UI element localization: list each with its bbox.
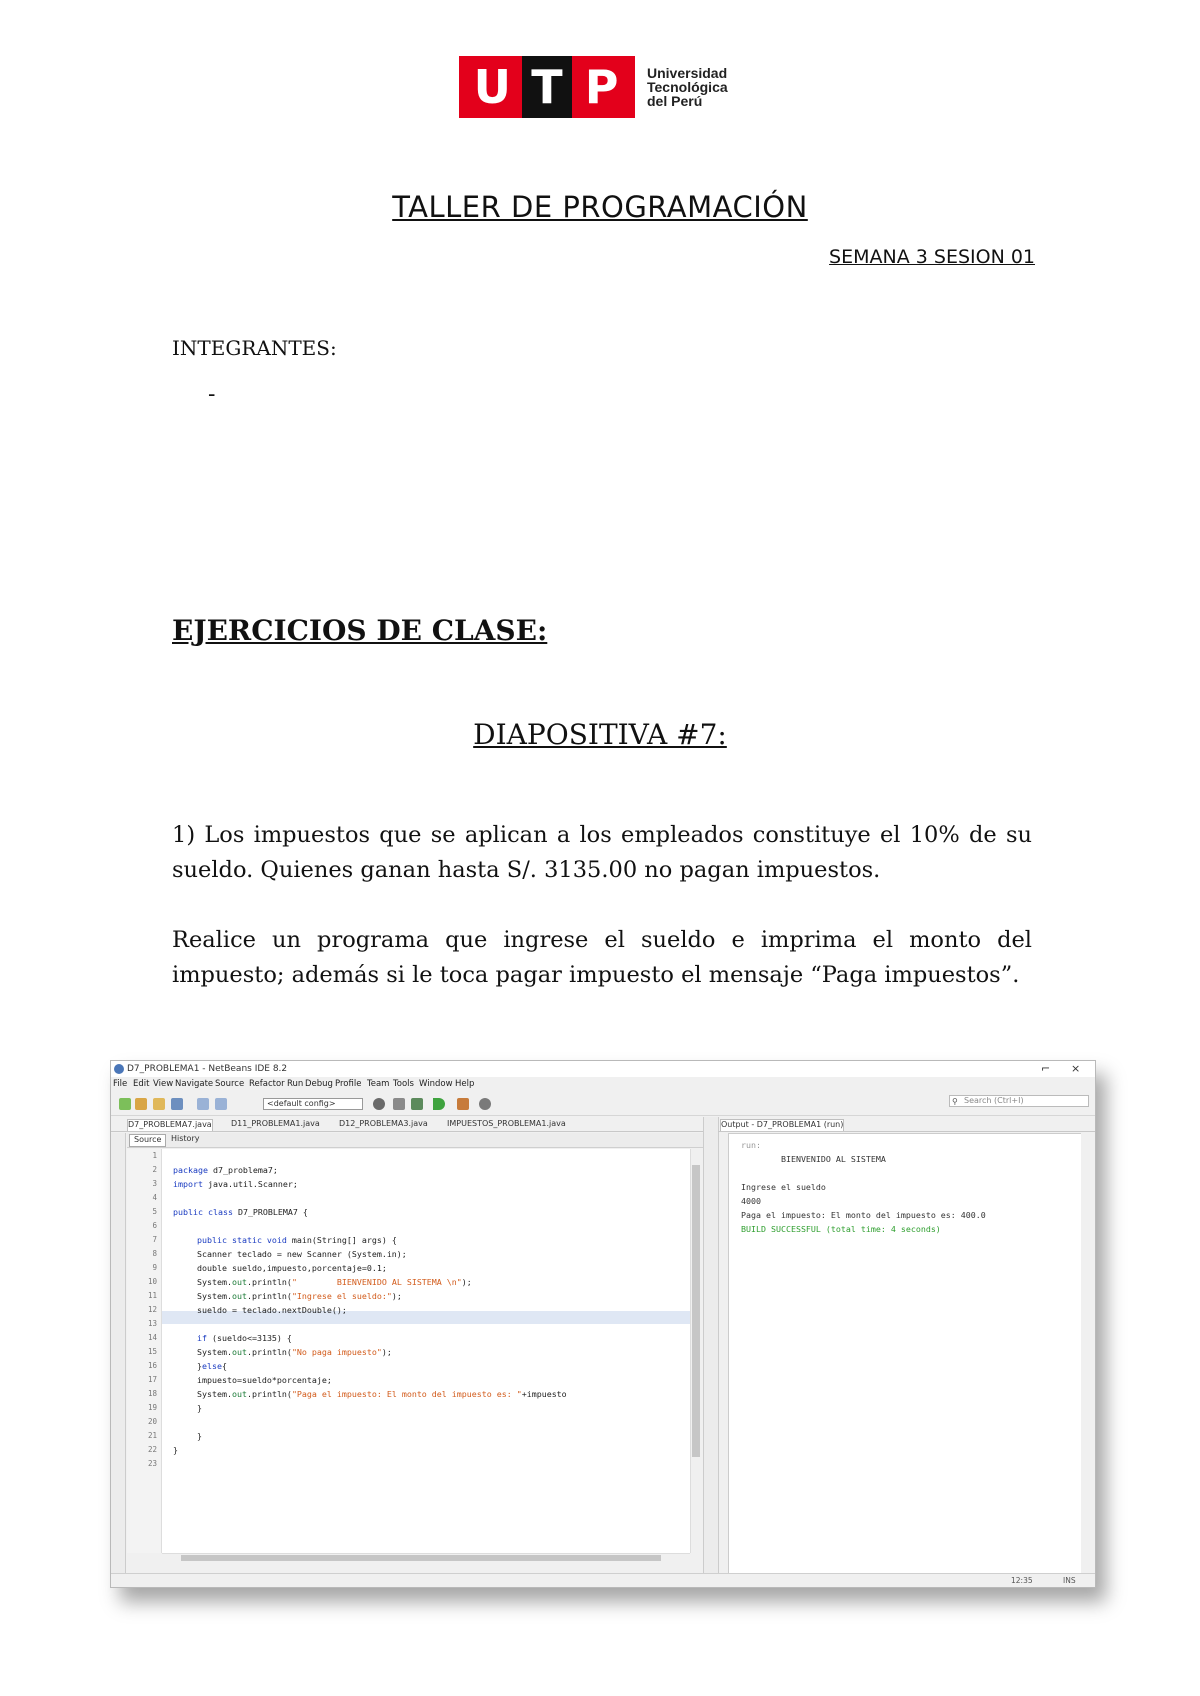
save-all-icon[interactable]: [171, 1098, 183, 1110]
code-line-close-class: }: [173, 1445, 178, 1455]
logo-wordmark: [647, 66, 728, 108]
line-number: 11: [147, 1291, 157, 1300]
code-line-import: [173, 1179, 298, 1189]
code-text: .println(: [246, 1389, 292, 1399]
netbeans-icon: [114, 1064, 124, 1074]
line-number: 12: [147, 1305, 157, 1314]
output-vertical-scrollbar[interactable]: [1081, 1133, 1093, 1573]
code-keyword: package: [173, 1165, 208, 1175]
line-number: 7: [152, 1235, 157, 1244]
code-text: System.: [197, 1347, 232, 1357]
open-project-icon[interactable]: [153, 1098, 165, 1110]
code-string: " BIENVENIDO AL SISTEMA \n": [291, 1277, 462, 1287]
line-number: 4: [152, 1193, 157, 1202]
insert-mode: INS: [1063, 1576, 1076, 1585]
logo-letter-p: P: [577, 56, 627, 118]
code-field: out: [231, 1277, 247, 1287]
redo-icon[interactable]: [215, 1098, 227, 1110]
code-text: );: [461, 1277, 472, 1287]
menu-team[interactable]: Team: [367, 1079, 390, 1089]
code-string: "Paga el impuesto: El monto del impuesto es: ": [291, 1389, 522, 1399]
editor-tab-impuestos[interactable]: IMPUESTOS_PROBLEMA1.java: [447, 1119, 566, 1128]
code-line-compute-tax: impuesto=sueldo*porcentaje;: [197, 1375, 332, 1385]
ide-statusbar: [111, 1573, 1095, 1588]
menu-profile[interactable]: Profile: [335, 1079, 362, 1089]
code-keyword: if: [197, 1333, 207, 1343]
code-line-declarations: double sueldo,impuesto,porcentaje=0.1;: [197, 1263, 387, 1273]
code-text: d7_problema7;: [207, 1165, 278, 1175]
output-welcome-line: BIENVENIDO AL SISTEMA: [741, 1154, 886, 1164]
code-text: +impuesto: [521, 1389, 567, 1399]
line-number: 14: [147, 1333, 157, 1342]
code-line-println-tax: [197, 1389, 567, 1399]
logo-letter-u: U: [467, 56, 517, 118]
line-number: 9: [152, 1263, 157, 1272]
undo-icon[interactable]: [197, 1098, 209, 1110]
line-number: 10: [147, 1277, 157, 1286]
code-line-package: [173, 1165, 278, 1175]
search-placeholder: Search (Ctrl+I): [964, 1096, 1024, 1105]
code-text: System.: [197, 1389, 232, 1399]
code-field: out: [231, 1347, 247, 1357]
line-number: 18: [147, 1389, 157, 1398]
menu-window[interactable]: Window: [419, 1079, 453, 1089]
history-view-button[interactable]: History: [171, 1134, 200, 1143]
code-text: System.: [197, 1291, 232, 1301]
line-number: 6: [152, 1221, 157, 1230]
clean-build-icon[interactable]: [411, 1098, 423, 1110]
line-number: 23: [147, 1459, 157, 1468]
code-line-else: [197, 1361, 227, 1371]
line-number: 2: [152, 1165, 157, 1174]
document-title: TALLER DE PROGRAMACIÓN: [392, 190, 808, 224]
code-text: main(String[] args) {: [286, 1235, 397, 1245]
output-prompt-line: Ingrese el sueldo: [741, 1182, 826, 1192]
code-text: D7_PROBLEMA7 {: [232, 1207, 308, 1217]
line-number: 13: [147, 1319, 157, 1328]
code-text: System.: [197, 1277, 232, 1287]
code-text: (sueldo<=3135) {: [207, 1333, 292, 1343]
line-number: 22: [147, 1445, 157, 1454]
slide-heading: DIAPOSITIVA #7:: [473, 718, 727, 751]
members-label: INTEGRANTES:: [172, 336, 337, 360]
editor-tab-d12[interactable]: D12_PROBLEMA3.java: [339, 1119, 428, 1128]
menu-source[interactable]: Source: [215, 1079, 245, 1089]
editor-horizontal-scroll-thumb[interactable]: [181, 1555, 661, 1561]
profile-icon[interactable]: [479, 1098, 491, 1110]
line-number: 1: [152, 1151, 157, 1160]
code-line-if: [197, 1333, 292, 1343]
menu-file[interactable]: File: [113, 1079, 128, 1089]
projects-side-strip[interactable]: [111, 1133, 126, 1573]
editor-vertical-scroll-thumb[interactable]: [692, 1165, 700, 1457]
menu-debug[interactable]: Debug: [305, 1079, 333, 1089]
line-number: 20: [147, 1417, 157, 1426]
output-tabbar: [718, 1117, 1095, 1132]
code-line-close-main: }: [197, 1431, 202, 1441]
logo-name-line2: Tecnológica: [647, 79, 728, 95]
logo-name-line1: Universidad: [647, 65, 728, 81]
logo-name-line3: del Perú: [647, 93, 703, 109]
menu-edit[interactable]: Edit: [133, 1079, 150, 1089]
editor-tab-d7[interactable]: D7_PROBLEMA7.java: [128, 1120, 212, 1129]
line-number: 8: [152, 1249, 157, 1258]
line-number: 16: [147, 1361, 157, 1370]
code-text: {: [221, 1361, 227, 1371]
run-icon[interactable]: [433, 1098, 445, 1110]
code-line-main: [197, 1235, 397, 1245]
line-number: 17: [147, 1375, 157, 1384]
ide-screenshot: [110, 1060, 1096, 1588]
line-number: 21: [147, 1431, 157, 1440]
code-keyword: public static void: [197, 1235, 287, 1245]
section-heading: EJERCICIOS DE CLASE:: [172, 614, 548, 647]
minimize-icon[interactable]: ⌐: [1041, 1062, 1051, 1075]
logo-letter-t: T: [522, 56, 572, 118]
exercise-paragraph-1: 1) Los impuestos que se aplican a los empleados constituye el 10% de su sueldo. Quienes ganan hasta S/. 3135.00 no pagan impuestos.: [172, 822, 1032, 883]
output-tab[interactable]: Output - D7_PROBLEMA1 (run): [721, 1120, 844, 1129]
code-line-scanner: Scanner teclado = new Scanner (System.in);: [197, 1249, 407, 1259]
editor-tabbar: [111, 1117, 711, 1132]
output-run-line: run:: [741, 1140, 761, 1150]
code-line-println-welcome: [197, 1277, 472, 1287]
build-icon[interactable]: [393, 1098, 405, 1110]
logo-mark: [459, 56, 635, 118]
menu-view[interactable]: View: [153, 1079, 174, 1089]
ide-toolbar: [111, 1093, 1095, 1116]
code-line-class: [173, 1207, 308, 1217]
output-build-line: BUILD SUCCESSFUL (total time: 4 seconds): [741, 1224, 941, 1234]
output-input-line: 4000: [741, 1196, 761, 1206]
code-keyword: else: [202, 1361, 222, 1371]
cursor-position: 12:35: [1011, 1576, 1033, 1585]
search-icon: ⚲: [952, 1097, 958, 1106]
code-field: out: [231, 1291, 247, 1301]
code-text: .println(: [246, 1347, 292, 1357]
output-result-line: Paga el impuesto: El monto del impuesto es: 400.0: [741, 1210, 986, 1220]
code-string: "No paga impuesto": [291, 1347, 382, 1357]
utp-logo: [459, 56, 728, 118]
ide-window-title: D7_PROBLEMA1 - NetBeans IDE 8.2: [127, 1064, 288, 1074]
config-select[interactable]: <default config>: [263, 1098, 363, 1110]
menu-run[interactable]: Run: [287, 1079, 304, 1089]
code-string: "Ingrese el sueldo:": [291, 1291, 392, 1301]
editor-tab-d11[interactable]: D11_PROBLEMA1.java: [231, 1119, 320, 1128]
session-label: SEMANA 3 SESION 01: [829, 246, 1035, 268]
line-number: 19: [147, 1403, 157, 1412]
new-project-icon[interactable]: [135, 1098, 147, 1110]
exercise-paragraph-2: Realice un programa que ingrese el sueldo e imprima el monto del impuesto; además si le toca pagar impuesto el mensaje “Paga impuestos”.: [172, 927, 1032, 988]
menu-tools[interactable]: Tools: [393, 1079, 414, 1089]
menu-help[interactable]: Help: [455, 1079, 475, 1089]
code-text: java.util.Scanner;: [202, 1179, 298, 1189]
configure-icon[interactable]: [373, 1098, 385, 1110]
new-file-icon[interactable]: [119, 1098, 131, 1110]
code-keyword: import: [173, 1179, 203, 1189]
line-number: 3: [152, 1179, 157, 1188]
debug-icon[interactable]: [457, 1098, 469, 1110]
close-icon[interactable]: ×: [1071, 1062, 1081, 1075]
code-text: );: [391, 1291, 402, 1301]
code-line-read-salary: sueldo = teclado.nextDouble();: [197, 1305, 347, 1315]
source-toolbar: [127, 1133, 711, 1148]
members-list-item: -: [208, 382, 216, 407]
source-view-button[interactable]: Source: [129, 1134, 166, 1147]
code-text: .println(: [246, 1277, 292, 1287]
menu-refactor[interactable]: Refactor: [249, 1079, 285, 1089]
output-side-strip: [703, 1117, 719, 1573]
code-line-println-no-tax: [197, 1347, 392, 1357]
code-field: out: [231, 1389, 247, 1399]
code-text: }: [197, 1361, 202, 1371]
line-number: 15: [147, 1347, 157, 1356]
line-number: 5: [152, 1207, 157, 1216]
ide-titlebar: [111, 1061, 1095, 1077]
code-text: .println(: [246, 1291, 292, 1301]
code-keyword: public class: [173, 1207, 233, 1217]
menu-navigate[interactable]: Navigate: [175, 1079, 214, 1089]
code-line-close-else: }: [197, 1403, 202, 1413]
code-text: );: [381, 1347, 392, 1357]
code-line-println-prompt: [197, 1291, 402, 1301]
output-console: [728, 1133, 1083, 1575]
